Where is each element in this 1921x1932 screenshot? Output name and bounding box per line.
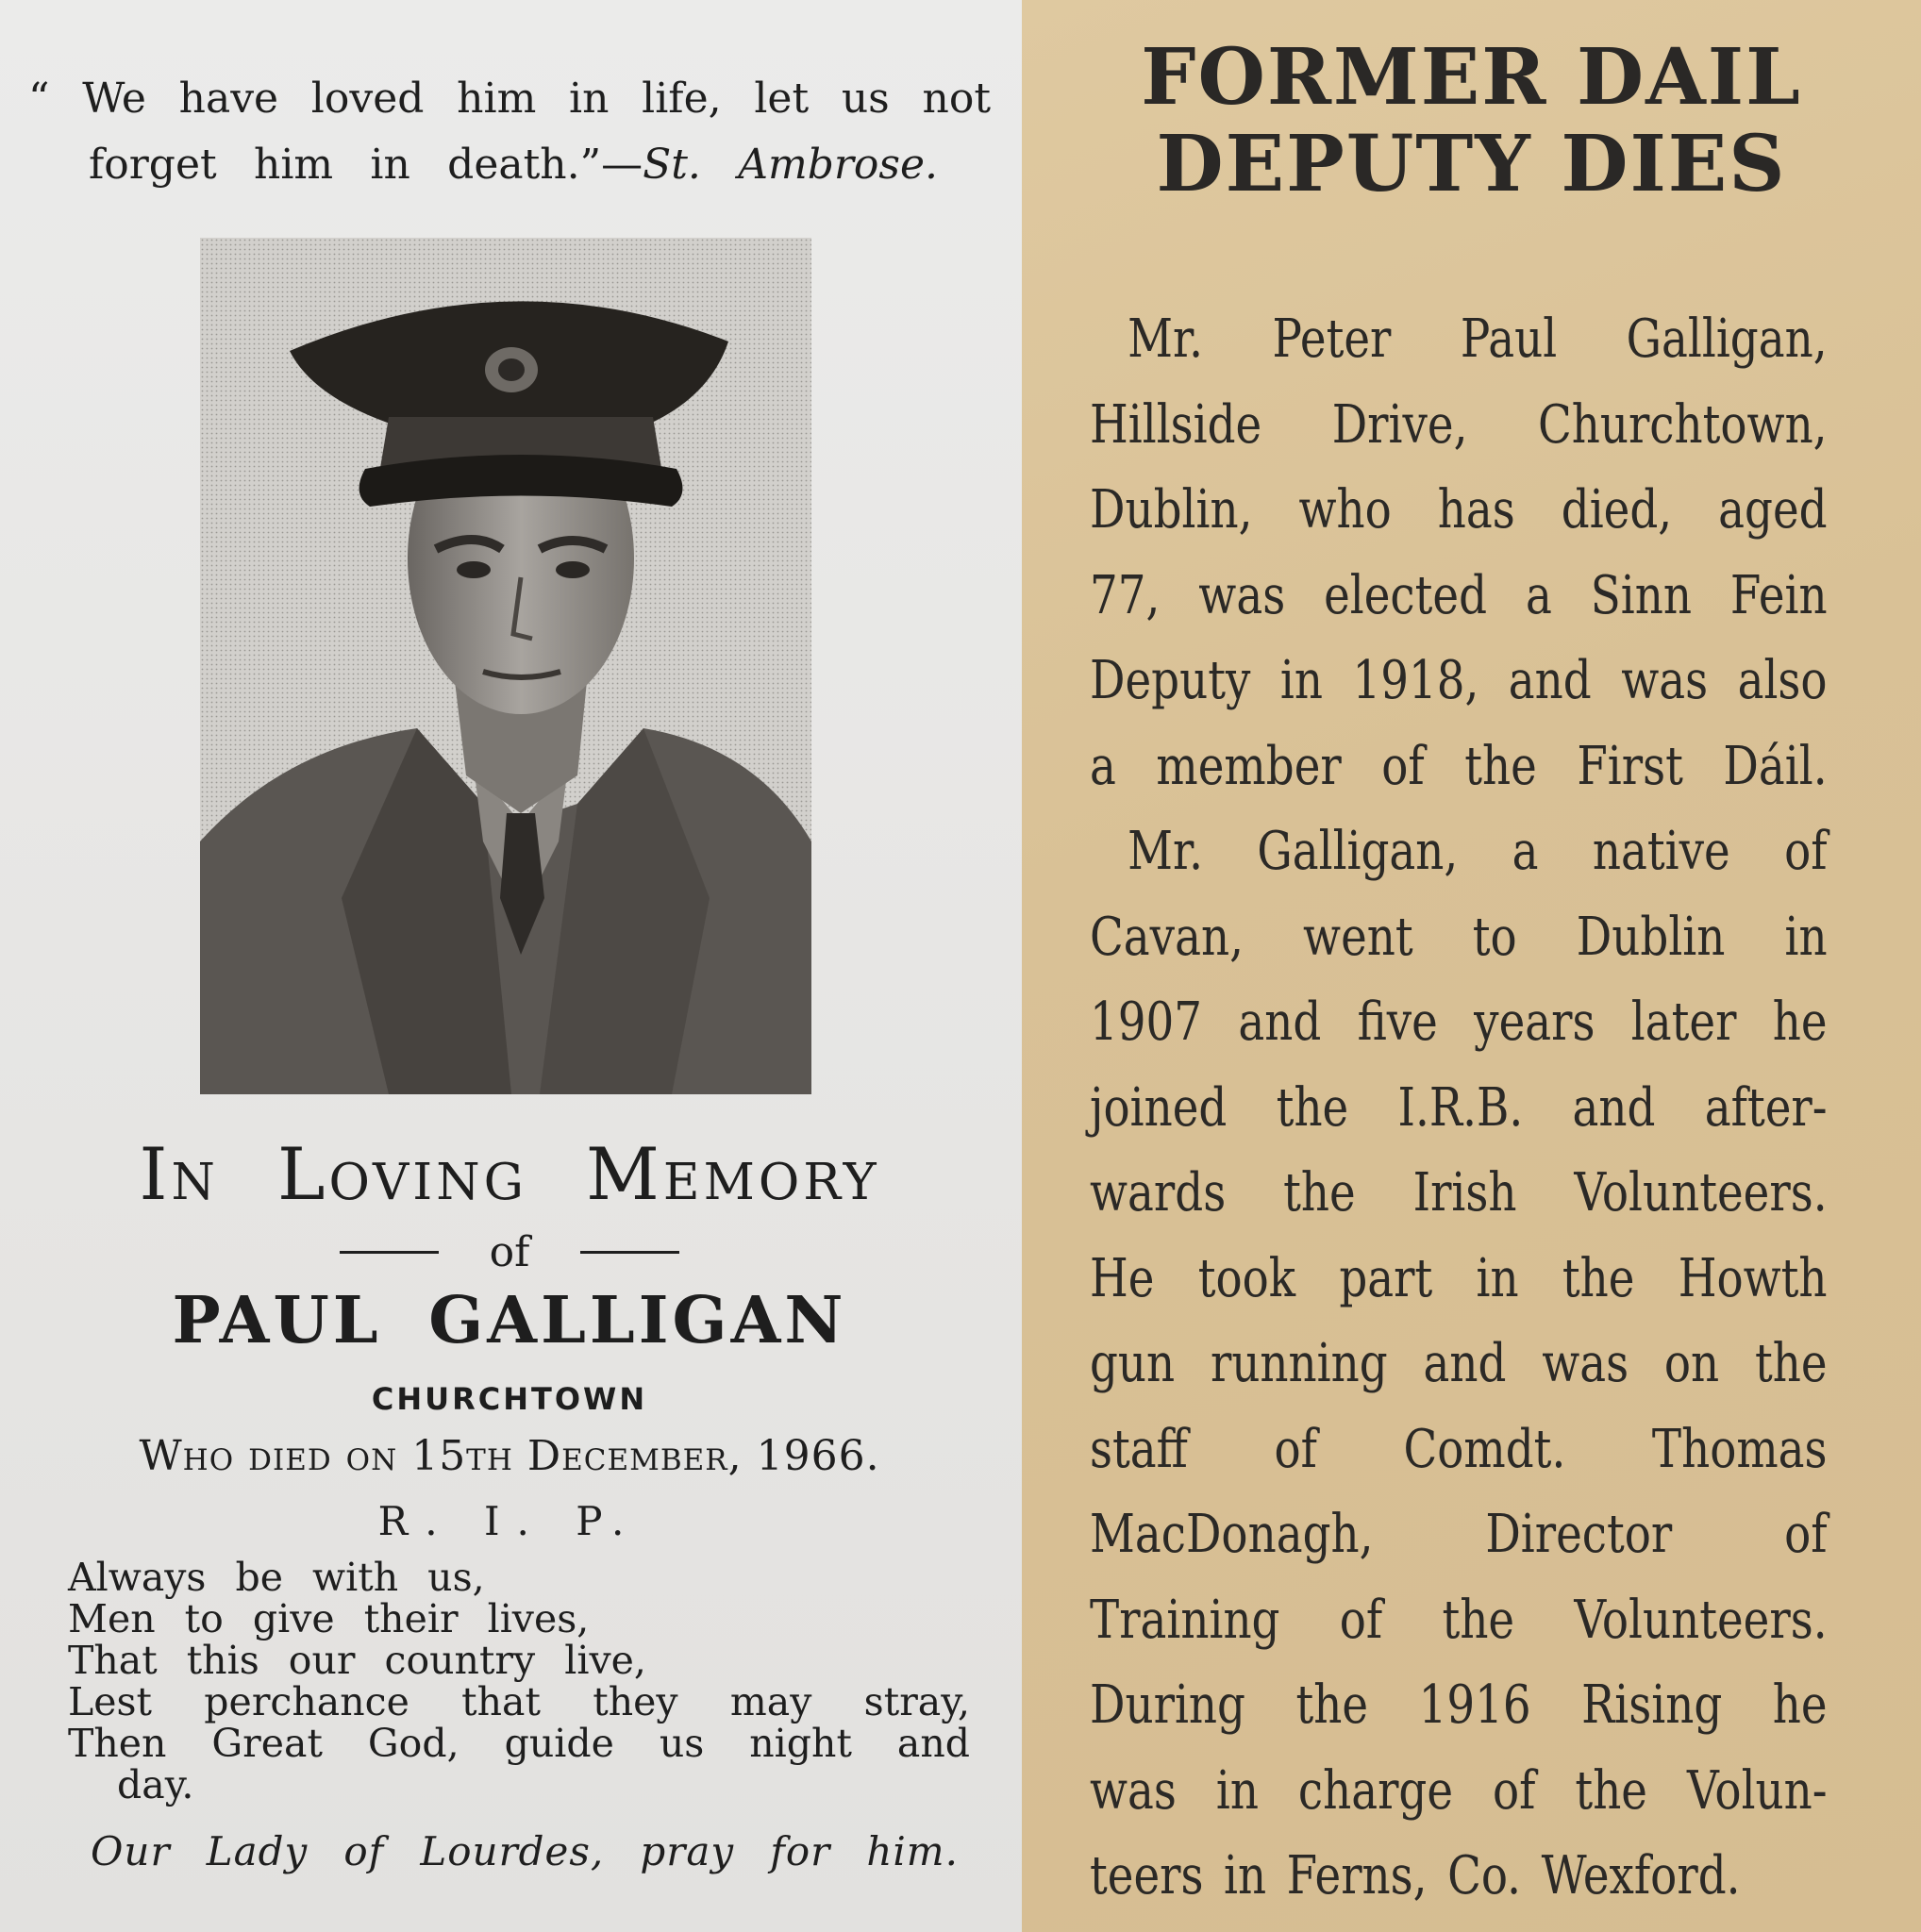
clipping-headline (1022, 34, 1921, 208)
verse-line: day. (117, 1762, 194, 1807)
portrait-illustration (200, 238, 811, 1094)
article-line: Mr. Galligan, a native of (1128, 821, 1828, 882)
verse-line: Men to give their lives, (68, 1596, 590, 1641)
article-line: teers in Ferns, Co. Wexford. (1090, 1845, 1741, 1907)
article-line: He took part in the Howth (1090, 1247, 1828, 1309)
article-line: Deputy in 1918, and was also (1090, 650, 1828, 711)
article-line: Training of the Volunteers. (1090, 1589, 1828, 1651)
article-line: wards the Irish Volunteers. (1090, 1162, 1828, 1224)
rip-text: R. I. P. (377, 1498, 642, 1544)
deceased-name: PAUL GALLIGAN (172, 1283, 847, 1358)
article-line: Hillside Drive, Churchtown, (1090, 393, 1828, 456)
memorial-quote (28, 66, 991, 198)
quote-line-1: “ We have loved him in life, let us not (28, 75, 991, 123)
article-line: gun running and was on the (1090, 1333, 1828, 1394)
verse-line: Always be with us, (68, 1555, 485, 1600)
place-name: CHURCHTOWN (371, 1381, 648, 1417)
of-line (340, 1228, 679, 1276)
death-date: Who died on 15th December, 1966. (139, 1432, 880, 1480)
article-line: staff of Comdt. Thomas (1090, 1418, 1828, 1480)
right-rule (580, 1251, 679, 1254)
quote-attribution: St. Ambrose. (643, 141, 938, 189)
quote-line-2-text: forget him in death.”— (89, 141, 643, 189)
article-line: joined the I.R.B. and after- (1090, 1076, 1828, 1139)
headline-line: DEPUTY DIES (1156, 119, 1787, 209)
article-line: Dublin, who has died, aged (1090, 479, 1828, 541)
article-line: MacDonagh, Director of (1090, 1504, 1828, 1565)
left-rule (340, 1251, 439, 1254)
of-text: of (489, 1228, 530, 1276)
clipping-article (1090, 297, 1828, 1920)
article-line: Cavan, went to Dublin in (1090, 906, 1828, 968)
article-line: a member of the First Dáil. (1090, 735, 1828, 797)
verse-line: Then Great God, guide us night and (68, 1721, 970, 1766)
headline-line: FORMER DAIL (1141, 32, 1802, 123)
memory-heading: In Loving Memory (139, 1132, 880, 1216)
newspaper-clipping (1022, 0, 1921, 1932)
memorial-verse (68, 1557, 970, 1806)
closing-prayer: Our Lady of Lourdes, pray for him. (91, 1828, 959, 1874)
portrait-photo (200, 238, 811, 1094)
article-line: During the 1916 Rising he (1090, 1674, 1828, 1736)
verse-line: Lest perchance that they may stray, (68, 1679, 970, 1724)
article-line: 77, was elected a Sinn Fein (1090, 564, 1828, 626)
article-line: 1907 and five years later he (1090, 991, 1828, 1053)
verse-line: That this our country live, (68, 1638, 646, 1683)
article-line: Mr. Peter Paul Galligan, (1128, 308, 1828, 370)
article-line: was in charge of the Volun- (1090, 1759, 1828, 1822)
quote-line-2 (28, 132, 938, 198)
